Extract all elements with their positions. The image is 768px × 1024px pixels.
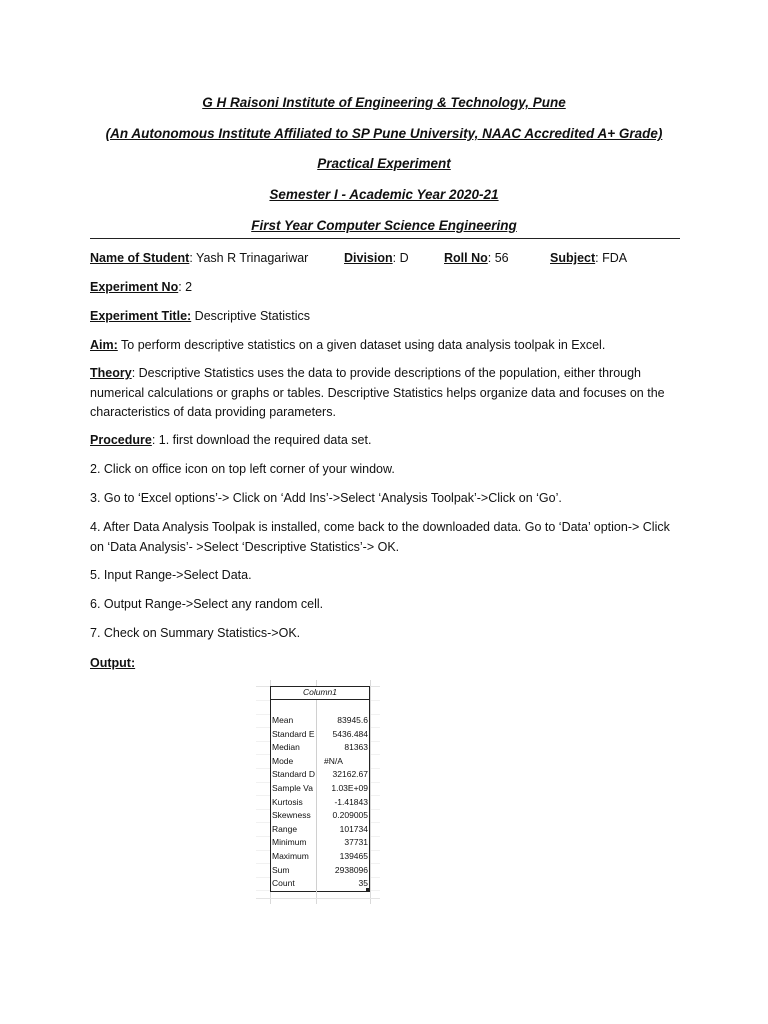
document-type: Practical Experiment [317, 156, 451, 171]
experiment-no-value: : 2 [178, 280, 193, 294]
institute-affiliation: (An Autonomous Institute Affiliated to SP Pune University, NAAC Accredited A+ Grade) [105, 126, 663, 141]
stats-row-label: Count [272, 878, 295, 889]
stats-row [272, 796, 370, 810]
experiment-title-label: Experiment Title: [90, 309, 192, 323]
theory-text: : Descriptive Statistics uses the data to provide descriptions of the population, either through numerical calculations or graphs or tables. Descriptive Statistics helps organize data and focuses on the characteristics of data providing parameters. [90, 366, 665, 419]
output-heading [90, 654, 680, 674]
stats-row-label: Sample Va [272, 783, 313, 793]
division-group [344, 249, 409, 269]
stats-row [272, 768, 370, 782]
stats-row-value: 83945.6 [337, 715, 368, 725]
stats-row-value: 81363 [344, 742, 368, 753]
stats-row-label: Sum [272, 864, 290, 875]
subject-label: Subject [550, 251, 596, 265]
sheet-gridline [370, 680, 371, 904]
stats-row [272, 755, 370, 769]
stats-row-label: Mean [272, 715, 294, 725]
header-divider [90, 238, 680, 239]
stats-row-value: 5436.484 [332, 728, 368, 739]
subject-group [550, 249, 627, 269]
stats-row-value: #N/A [324, 755, 343, 766]
procedure-step-1 [90, 431, 680, 451]
aim-label: Aim: [90, 338, 118, 352]
aim-line [90, 336, 680, 356]
output-spreadsheet [256, 680, 380, 904]
stats-row-value: 0.209005 [332, 810, 368, 821]
stats-row-label: Mode [272, 755, 294, 766]
procedure-step-3: 3. Go to ‘Excel options’-> Click on ‘Add Ins’->Select ‘Analysis Toolpak’->Click on ‘Go’. [90, 491, 562, 505]
procedure-label: Procedure [90, 433, 152, 447]
procedure-step-5: 5. Input Range->Select Data. [90, 568, 252, 582]
stats-row-label: Median [272, 742, 300, 753]
stats-row-value: 35 [358, 878, 368, 889]
procedure-step-1-text: : 1. first download the required data set. [151, 433, 372, 447]
stats-row [272, 850, 370, 864]
experiment-no-line [90, 278, 680, 298]
roll-group [444, 249, 509, 269]
course-line: First Year Computer Science Engineering [251, 218, 517, 233]
procedure-step-4 [90, 518, 680, 557]
stats-row-value: -1.41843 [334, 796, 368, 807]
stats-row [272, 823, 370, 837]
sheet-gridline [256, 898, 380, 899]
stats-row-label: Minimum [272, 837, 307, 848]
division-value: : D [392, 251, 409, 265]
stats-row-value: 32162.67 [332, 769, 368, 780]
procedure-step-6: 6. Output Range->Select any random cell. [90, 597, 324, 611]
experiment-title-value: Descriptive Statistics [191, 309, 310, 323]
stats-row-label: Standard D [272, 769, 315, 780]
procedure-step-4-text: 4. After Data Analysis Toolpak is installed, come back to the downloaded data. Go to ‘Data’ option-> Click on ‘Data Analysis’- >Select ‘Descriptive Statistics’-> OK. [90, 520, 670, 554]
institute-title: G H Raisoni Institute of Engineering & Technology, Pune [202, 95, 566, 110]
stats-row-value: 139465 [339, 851, 368, 861]
theory-paragraph [90, 364, 680, 423]
procedure-step-7: 7. Check on Summary Statistics->OK. [90, 626, 301, 640]
stats-row-value: 2938096 [334, 864, 368, 875]
roll-label: Roll No [444, 251, 488, 265]
stats-row-label: Kurtosis [272, 796, 303, 807]
stats-row-value: 101734 [339, 823, 368, 834]
stats-row-label: Range [272, 823, 298, 834]
student-name-group [90, 249, 308, 269]
theory-label: Theory [90, 366, 132, 380]
student-info-row [90, 249, 680, 269]
stats-row-label: Skewness [272, 810, 311, 821]
procedure-step-2: 2. Click on office icon on top left corner of your window. [90, 462, 395, 476]
stats-row-label: Standard E [272, 728, 315, 739]
experiment-no-label: Experiment No [90, 280, 179, 294]
stats-row [272, 864, 370, 878]
student-name: : Yash R Trinagariwar [189, 251, 309, 265]
stats-row [272, 741, 370, 755]
stats-row [272, 877, 370, 891]
aim-text: To perform descriptive statistics on a given dataset using data analysis toolpak in Excel. [117, 338, 606, 352]
roll-value: : 56 [487, 251, 509, 265]
student-name-label: Name of Student [90, 251, 190, 265]
output-label: Output: [90, 656, 136, 670]
stats-row [272, 836, 370, 850]
division-label: Division [344, 251, 393, 265]
column-header: Column1 [270, 686, 370, 700]
selection-fill-handle [366, 888, 370, 892]
stats-row [272, 809, 370, 823]
stats-row [272, 782, 370, 796]
subject-value: : FDA [595, 251, 628, 265]
stats-row [272, 728, 370, 742]
semester-line: Semester I - Academic Year 2020-21 [269, 187, 499, 202]
stats-row-value: 37731 [344, 837, 368, 848]
stats-row [272, 714, 370, 728]
stats-row-label: Maximum [272, 851, 309, 861]
stats-row-value: 1.03E+09 [331, 783, 368, 793]
experiment-title-line [90, 307, 680, 327]
